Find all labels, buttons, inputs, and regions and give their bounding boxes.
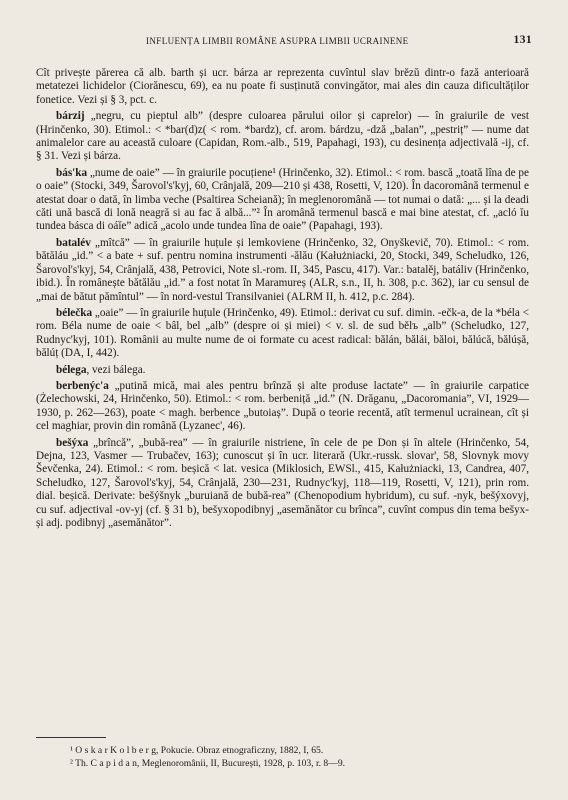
- paragraph: Cît privește părerea că alb. barth și ucr. bárza ar reprezenta cuvîntul slav brězŭ dintr-o fază anterioară metatezei lichidelor (Ciorănescu, 69), ea nu poate fi susținută convingător, mai ales din cauza dificultăților fonetice. Vezi și § 3, pct. c.: [36, 67, 529, 106]
- footnote: ² Th. C a p i d a n, Meglenoromânii, II, București, 1928, p. 103, r. 8—9.: [70, 758, 346, 769]
- dictionary-entry: [36, 380, 529, 434]
- entry-text: „brîncă”, „bubă-rea” — în graiurile nistriene, în cele de pe Don și în altele (Hrinčenko, 54, Dejna, 123, Vasmer — Trubačev, 163); cunoscut și în ucr. literară (Ukr.-russk. slovar', 58, Slovnyk movy Ševčenka, 24). Etimol.: < rom. beșică < lat. vesica (Miklosich, EWSl., 415, Kałużniacki, 13, Candrea, 407, Scheludko, 127, Šarovol's'kyj, 54, Crânjală, 230—231, Rudnyc'kyj, 118—119, Rosetti, V, 121), prin rom. dial. beșică. Derivate: bešýšnyk „buruiană de bubă-rea” (Chenopodium hybridum), cu suf. -nyk, bešýxovyj, cu suf. adjectival -ov-yj (cf. § 31 b), bešyxopodibnyj „asemănător cu brînca”, cuvînt compus din tema bešyx- și adj. podibnyj „asemănător”.: [36, 436, 529, 529]
- dictionary-entry: [36, 307, 529, 361]
- running-header: [36, 33, 532, 49]
- entry-headword: berbenýc'a: [56, 379, 109, 392]
- entry-text: „oaie” — în graiurile huțule (Hrinčenko, 49). Etimol.: derivat cu suf. dimin. -ečk-a, de la *béla < rom. Béla nume de oaie < bâl, bel „alb” (despre oi și miei) < v. sl. de sud bělъ „alb” (Scheludko, 127, Rudnyc'kyj, 101). Românii au multe nume de oi formate cu acest radical: bălán, bălái, băloi, bălúcă, bălúșă, bălúț (DA, I, 442).: [36, 306, 529, 360]
- entry-headword: batalév: [56, 236, 91, 249]
- page-number: 131: [513, 34, 532, 46]
- entry-headword: bás'ka: [56, 166, 88, 179]
- footnote-separator: [36, 737, 106, 738]
- entry-headword: bélega: [56, 363, 87, 376]
- entry-text: „nume de oaie” — în graiurile pocuțiene¹ (Hrinčenko, 32). Etimol.: < rom. bască „toată lîna de pe o oaie” (Stocki, 349, Šarovol's'kyj, 60, Crânjală, 209—210 și 438, Rosetti, V, 120). În dacoromână termenul e atestat doar o dată, în limba veche (Psaltirea Scheiană); în meglenoromână — tot numai o dată: „... și la deadi căti ună bască di lonă neagră si au fac ă albă...”² În aromână termenul bască e mai bine atestat, cf. „acló ĭu tundea básca di oáĭe” adică „acolo unde tundea lîna de oaie” (Papahagi, 193).: [36, 166, 529, 233]
- footnote: ¹ O s k a r K o l b e r g, Pokucie. Obraz etnograficzny, 1882, I, 65.: [70, 745, 324, 756]
- dictionary-entry: [36, 237, 529, 304]
- entry-text: „negru, cu pieptul alb” (despre culoarea părului oilor și caprelor) — în graiurile de vest (Hrinčenko, 30). Etimol.: < *bar(d)z( < rom. *bardz), cf. arom. bárdzu, -dză „balan”, „pestriț” — nume dat animalelor care au această culoare (Capidan, Rom.-alb., 519, Papahagi, 193), cu desinența adjectivală -ij, cf. § 31. Vezi și bárza.: [36, 110, 529, 163]
- entry-text: „putină mică, mai ales pentru brînză și alte produse lactate” — în graiurile carpatice (Żelechowski, 24, Hrinčenko, 50). Etimol.: < rom. berbeniță „id.” (N. Drăganu, „Dacoromania”, VI, 1929—1930, p. 262—263), poate < magh. berbence „butoiaș”. După o teorie recentă, atît termenul ucrainean, cît și cel maghiar, provin din română (Lyzanec', 46).: [36, 379, 529, 433]
- footnotes: [36, 744, 529, 770]
- dictionary-entry: [36, 110, 529, 164]
- header-title: INFLUENȚA LIMBII ROMÂNE ASUPRA LIMBII UCRAINENE: [146, 36, 409, 46]
- dictionary-entry: [36, 437, 529, 531]
- article-body: [36, 67, 529, 533]
- entry-headword: bárzij: [56, 110, 85, 123]
- entry-text: „mîtcă” — în graiurile huțule și lemkoviene (Hrinčenko, 32, Onyškevič, 70). Etimol.: < rom. bătăláu „id.” < a bate + suf. pentru nomina instrumenti -ălău (Kałużniacki, 20, Stocki, 349, Scheludko, 126, Šarovol's'kyj, 54, Crânjală, 438, Petrovici, Note sl.-rom. II, 345, Pascu, 417). Var.: batalěj, batáliv (Hrinčenko, ibid.). În românește bătălău „id.” a fost notat în Maramureș (ALR, s.n., II, h. 308, p.c. 362), iar cu sensul de „mai de bătut pămîntul” — în nord-vestul Transilvaniei (ALRM II, h. 412, p.c. 284).: [36, 236, 529, 303]
- dictionary-entry: [36, 167, 529, 234]
- entry-headword: bešýxa: [56, 436, 89, 449]
- entry-headword: bélečka: [56, 306, 93, 319]
- entry-text: , vezi bálega.: [86, 363, 146, 376]
- dictionary-entry: [36, 364, 529, 377]
